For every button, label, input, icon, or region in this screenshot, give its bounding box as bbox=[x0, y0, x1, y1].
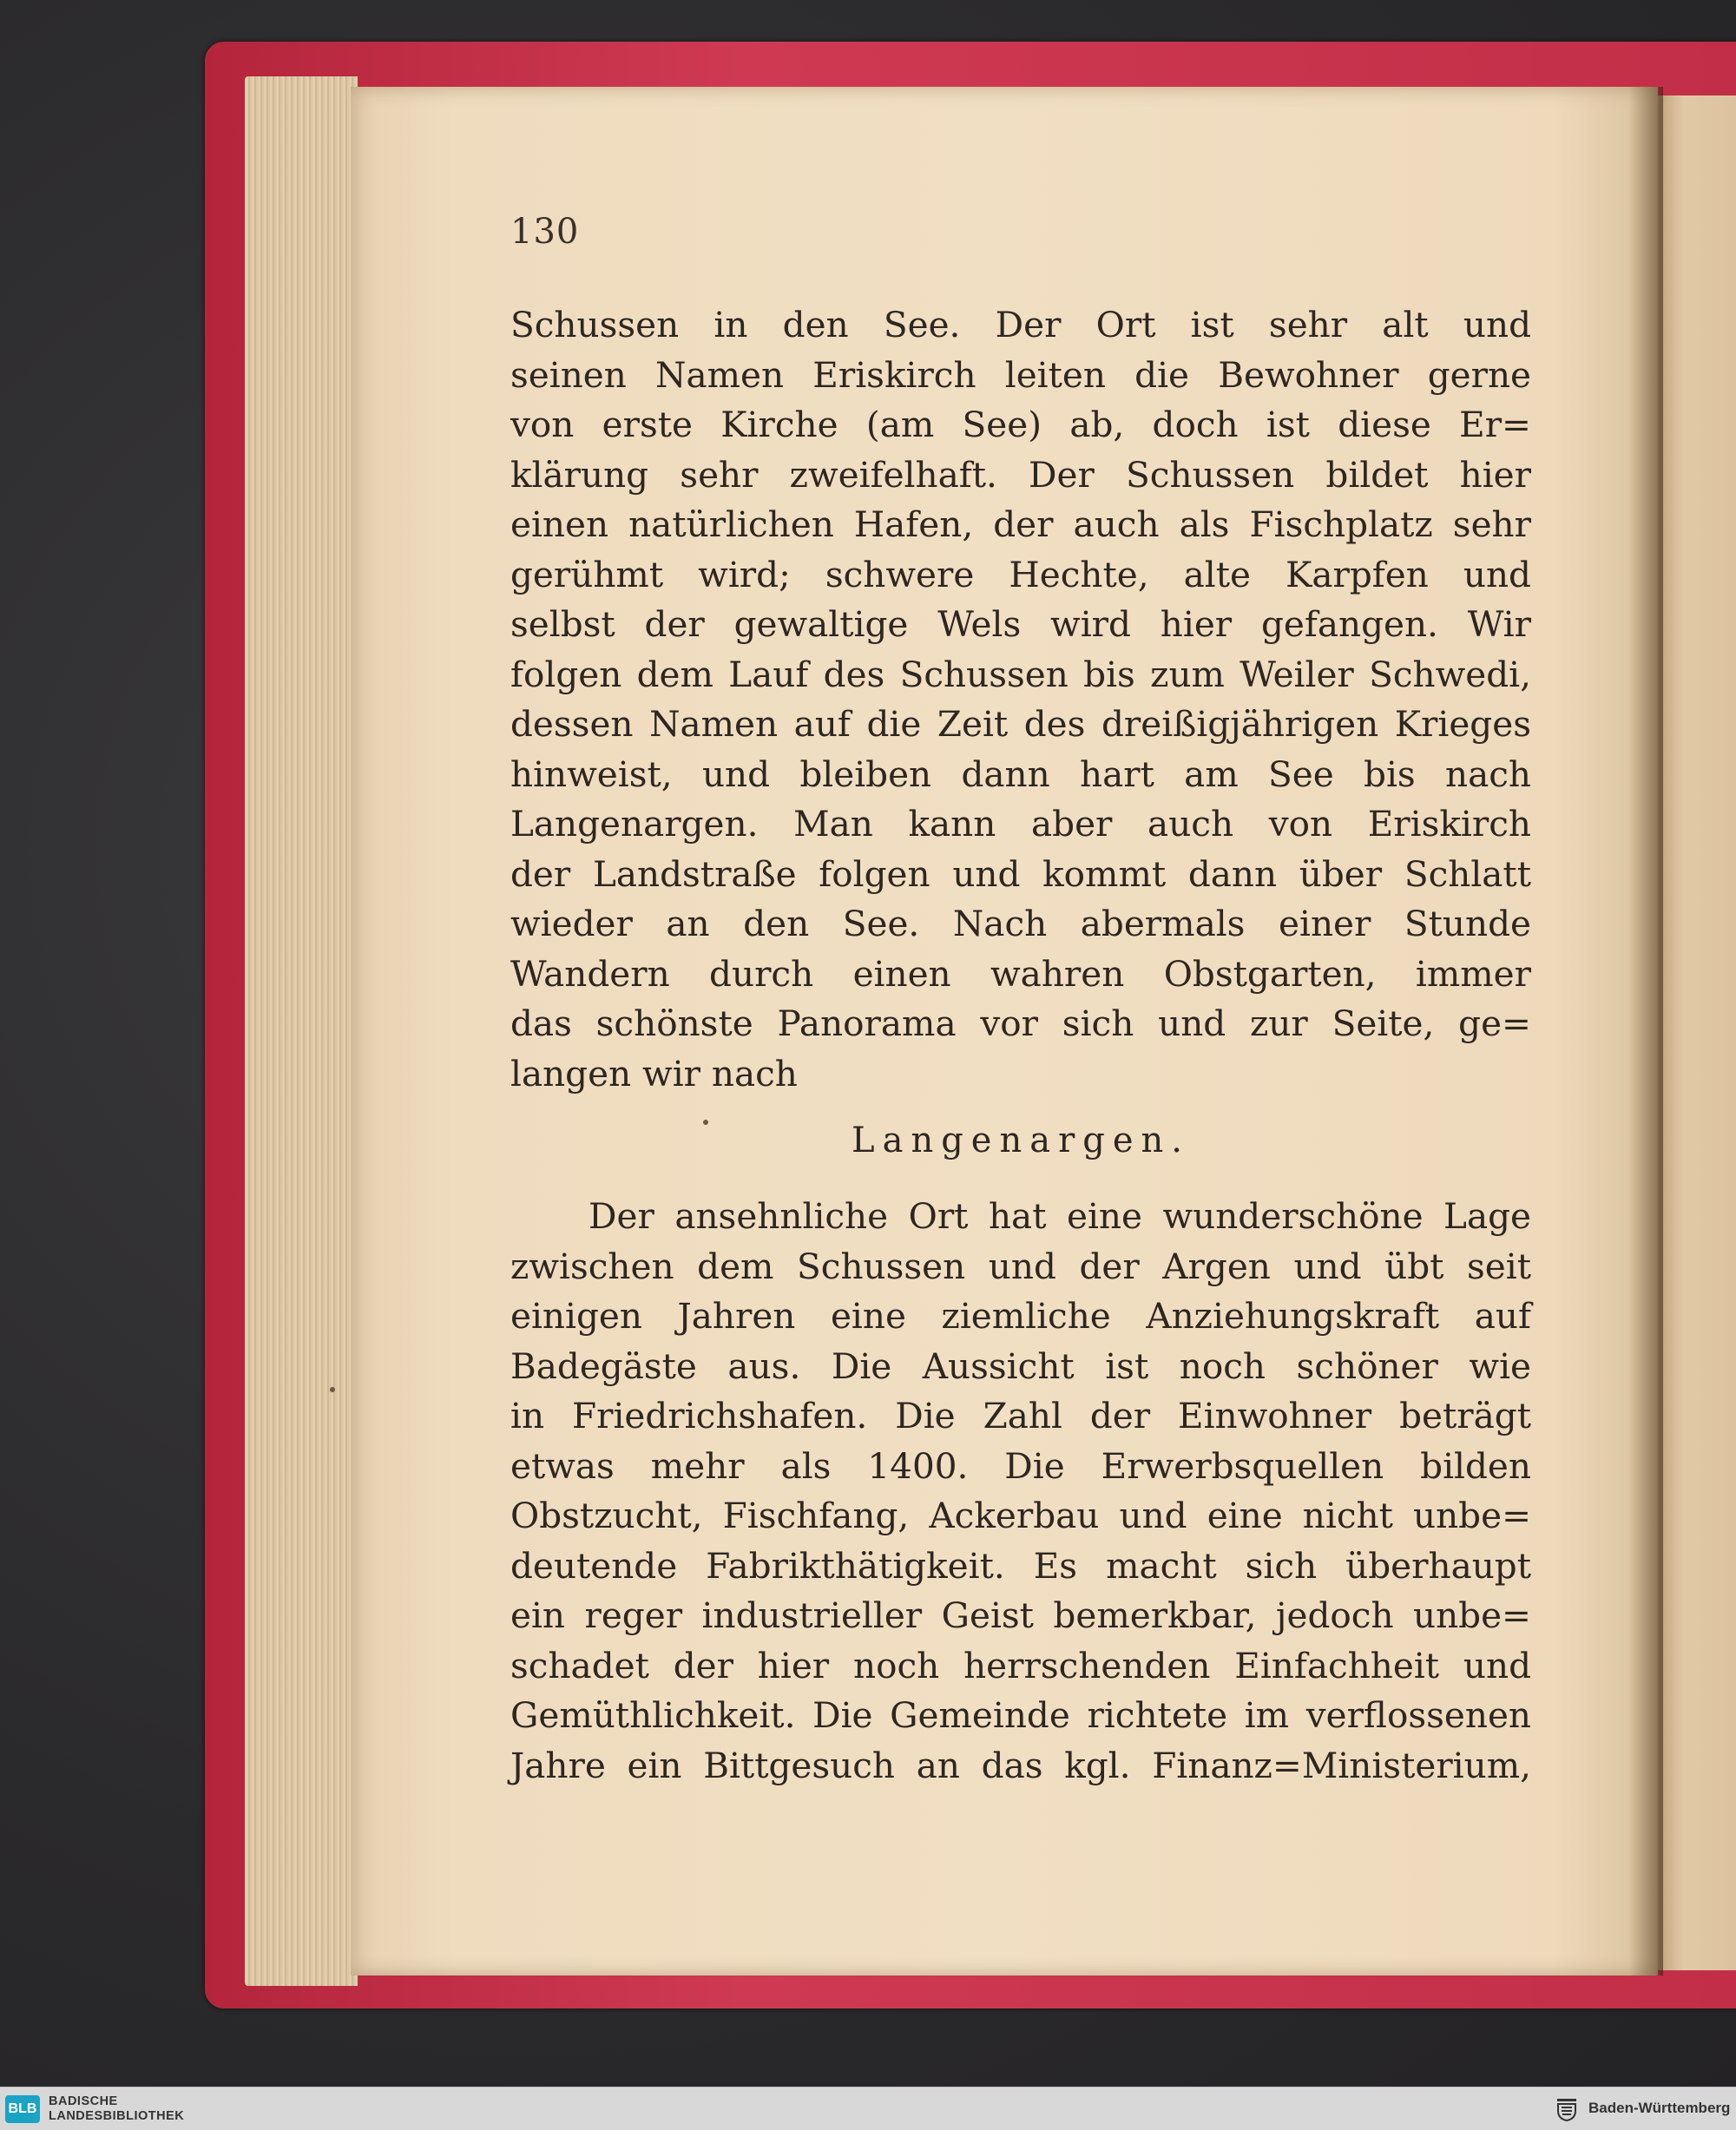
text-line: hinweist, und bleiben dann hart am See bis nach bbox=[510, 753, 1531, 795]
text-line: Der ansehnliche Ort hat eine wunderschöne Lage bbox=[589, 1195, 1531, 1237]
text-line: Gemüthlichkeit. Die Gemeinde richtete im verflossenen bbox=[510, 1694, 1531, 1736]
text-line: folgen dem Lauf des Schussen bis zum Weiler Schwedi, bbox=[510, 653, 1531, 695]
footer-bar bbox=[0, 2087, 1736, 2130]
text-line: der Landstraße folgen und kommt dann über Schlatt bbox=[510, 852, 1531, 895]
text-line: Obstzucht, Fischfang, Ackerbau und eine nicht unbe= bbox=[510, 1495, 1531, 1536]
text-line: in Friedrichshafen. Die Zahl der Einwohner beträgt bbox=[510, 1395, 1531, 1436]
text-line: Wandern durch einen wahren Obstgarten, immer bbox=[510, 952, 1531, 995]
gutter-shadow bbox=[1628, 87, 1663, 1976]
paragraph-2 bbox=[510, 1192, 1531, 1791]
paper-speck bbox=[703, 1120, 708, 1125]
text-line: seinen Namen Eriskirch leiten die Bewohner gerne bbox=[510, 353, 1531, 396]
blb-logo-icon[interactable]: BLB bbox=[5, 2095, 40, 2123]
text-line: Badegäste aus. Die Aussicht ist noch schöner wie bbox=[510, 1344, 1531, 1387]
library-name bbox=[49, 2094, 184, 2124]
text-line: ein reger industrieller Geist bemerkbar, jedoch unbe= bbox=[510, 1594, 1531, 1636]
section-heading: Langenargen. bbox=[852, 1121, 1190, 1160]
state-label: Baden-Württemberg bbox=[1588, 2100, 1731, 2116]
text-line: von erste Kirche (am See) ab, doch ist diese Er= bbox=[510, 404, 1531, 445]
baden-wuerttemberg-crest-icon bbox=[1554, 2096, 1580, 2122]
text-line: Jahre ein Bittgesuch an das kgl. Finanz=Ministerium, bbox=[510, 1744, 1531, 1786]
text-line: dessen Namen auf die Zeit des dreißigjährigen Krieges bbox=[510, 703, 1531, 745]
text-line: schadet der hier noch herrschenden Einfachheit und bbox=[510, 1644, 1531, 1686]
library-name-line1: BADISCHE bbox=[49, 2094, 118, 2108]
page-number: 130 bbox=[510, 212, 580, 252]
page-edges bbox=[245, 76, 358, 1986]
text-line: Schussen in den See. Der Ort ist sehr alt und bbox=[510, 304, 1531, 345]
text-line: einen natürlichen Hafen, der auch als Fischplatz sehr bbox=[510, 503, 1531, 545]
text-line: langen wir nach bbox=[510, 1052, 798, 1095]
text-line: zwischen dem Schussen und der Argen und übt seit bbox=[510, 1245, 1531, 1287]
text-line: Langenargen. Man kann aber auch von Eriskirch bbox=[510, 803, 1531, 845]
text-line: einigen Jahren eine ziemliche Anziehungskraft auf bbox=[510, 1295, 1531, 1337]
text-line: selbst der gewaltige Wels wird hier gefangen. Wir bbox=[510, 603, 1531, 645]
text-line: etwas mehr als 1400. Die Erwerbsquellen bilden bbox=[510, 1444, 1531, 1487]
paragraph-1 bbox=[510, 300, 1531, 1099]
text-line: wieder an den See. Nach abermals einer Stunde bbox=[510, 903, 1531, 944]
text-line: das schönste Panorama vor sich und zur Seite, ge= bbox=[510, 1003, 1531, 1044]
text-line: deutende Fabrikthätigkeit. Es macht sich überhaupt bbox=[510, 1544, 1531, 1587]
text-line: gerühmt wird; schwere Hechte, alte Karpfen und bbox=[510, 553, 1531, 595]
library-name-line2: LANDESBIBLIOTHEK bbox=[49, 2109, 185, 2123]
text-line: klärung sehr zweifelhaft. Der Schussen bildet hier bbox=[510, 453, 1531, 496]
paper-speck bbox=[330, 1387, 335, 1392]
